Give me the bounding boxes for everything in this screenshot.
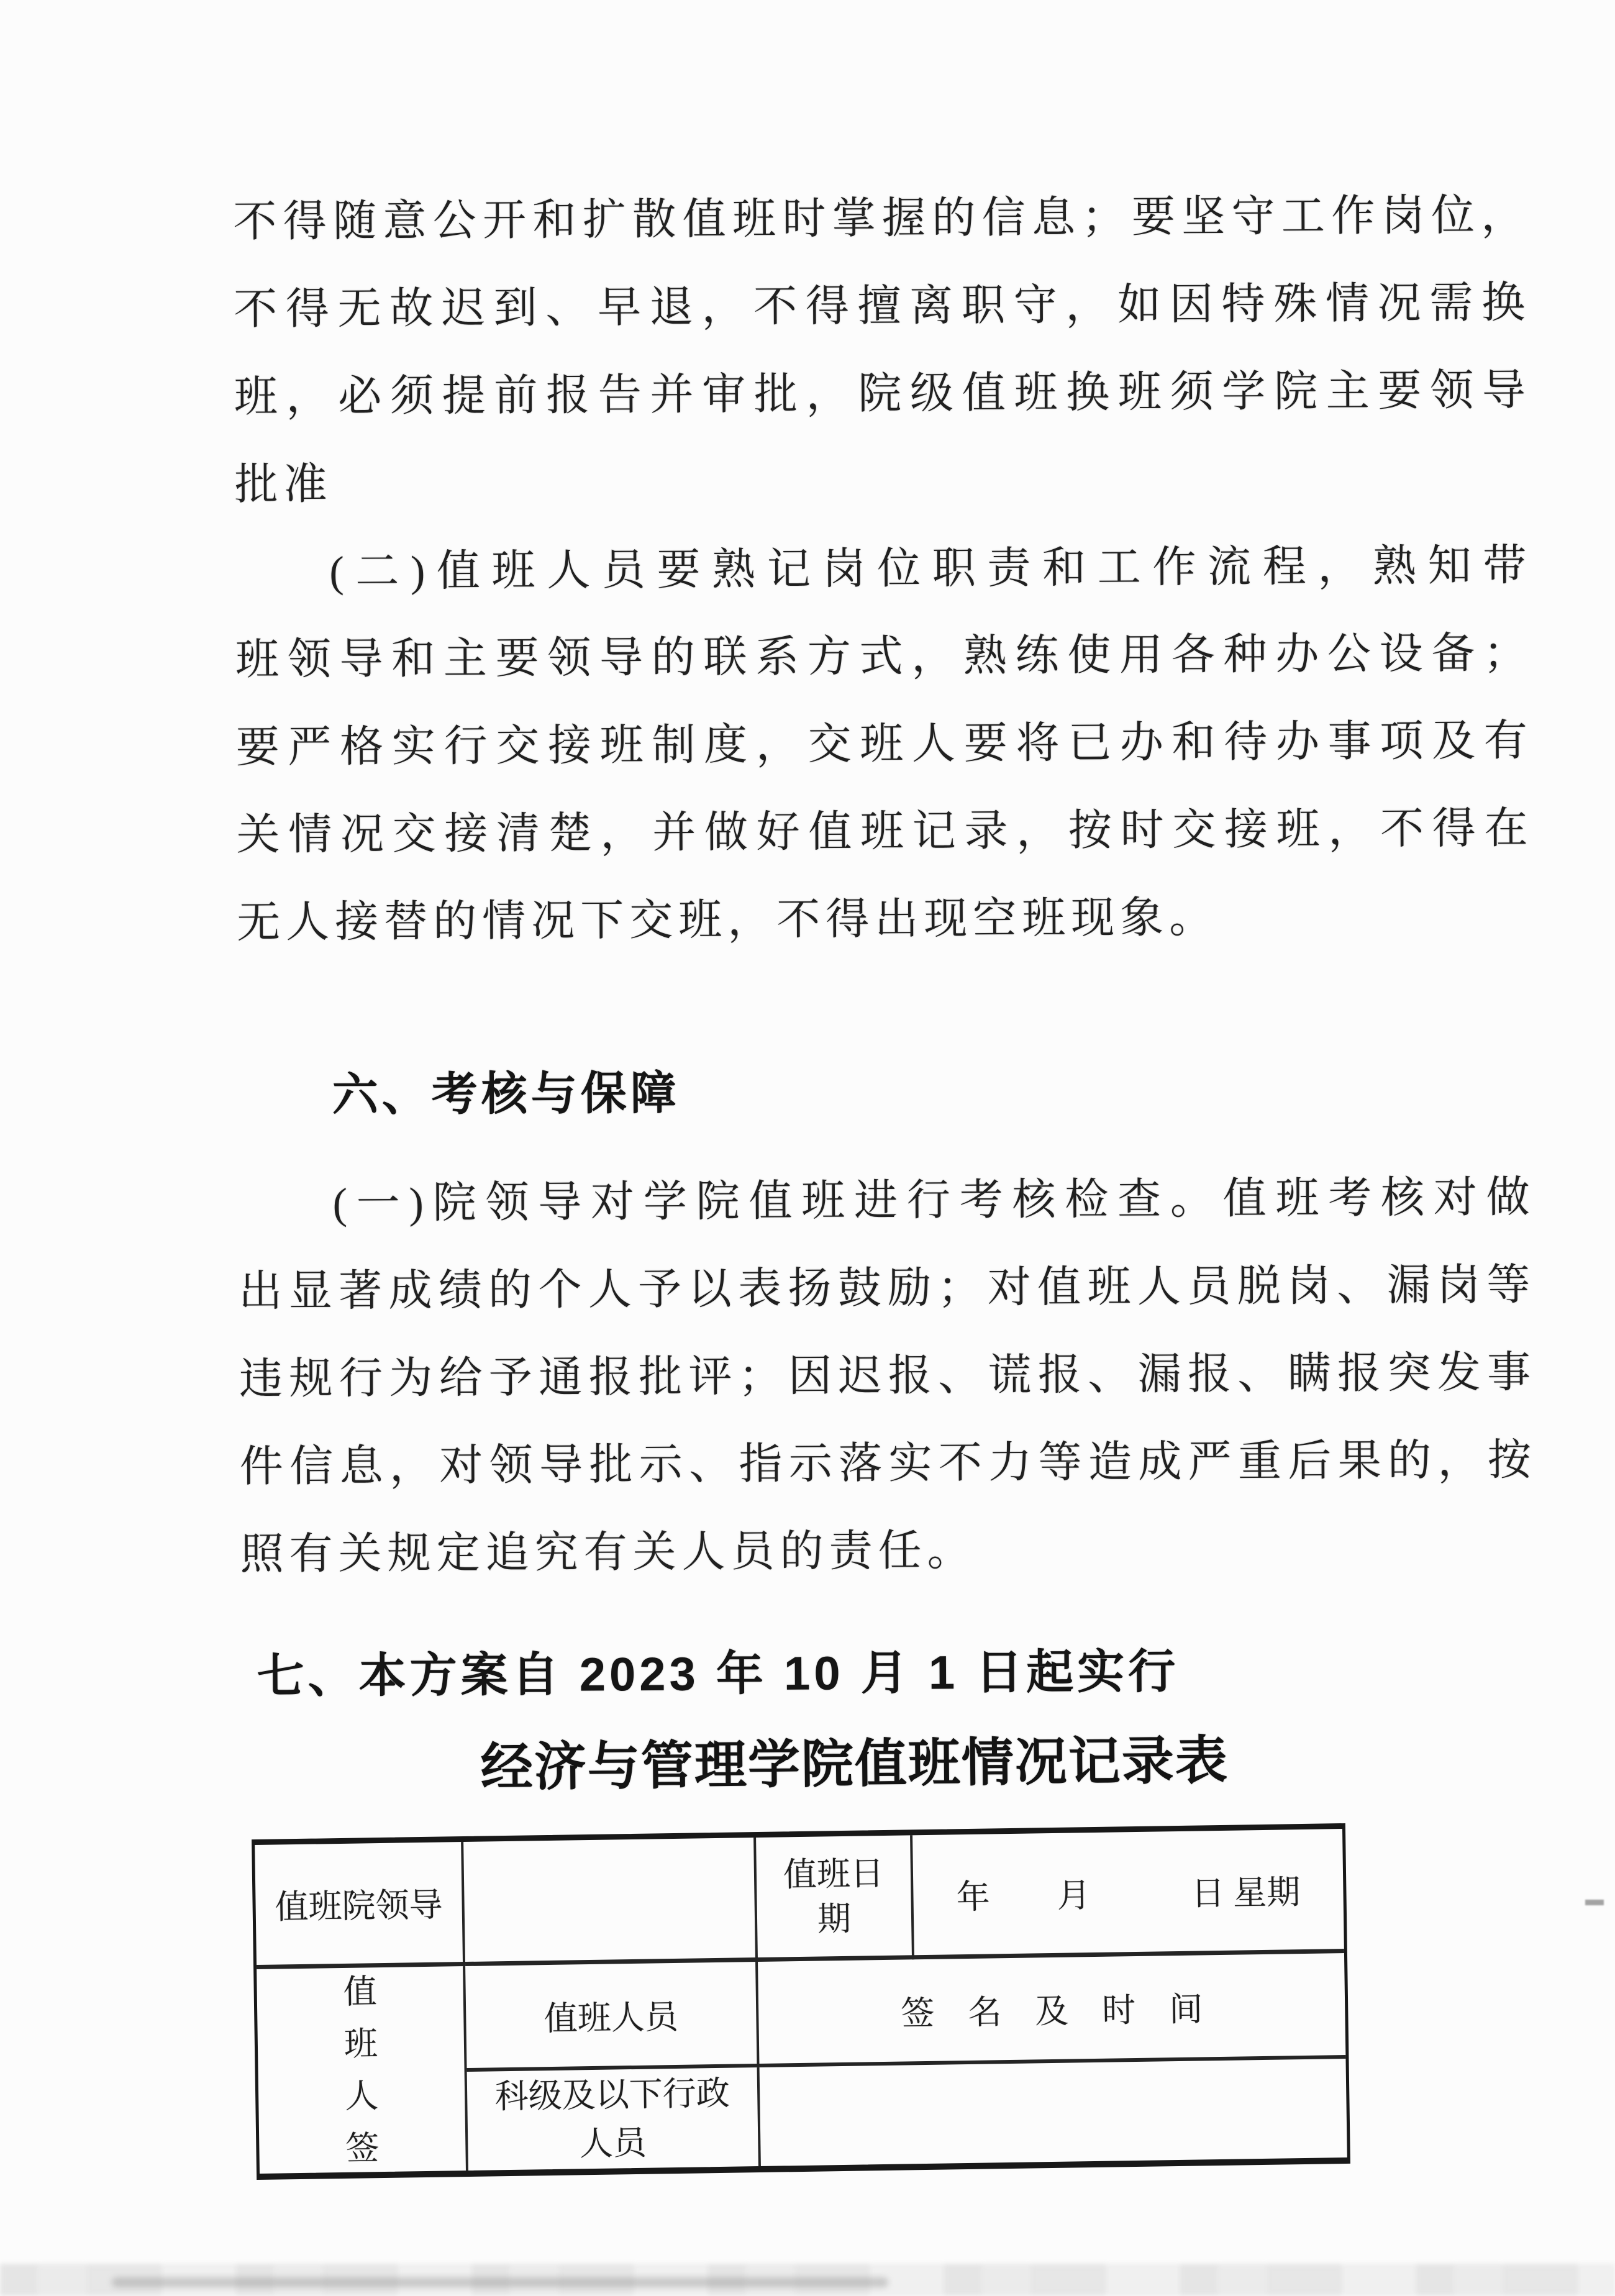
body-line: 照有关规定追究有关人员的责任。 <box>240 1527 976 1579</box>
date-placeholder-text: 年 月 日 星期 <box>956 1874 1301 1916</box>
body-line: 不得无故迟到、早退，不得擅离职守，如因特殊情况需换 <box>233 279 1529 334</box>
duty-signer-label: 值班人签 <box>343 1972 380 2167</box>
duty-staff-label: 值班人员 <box>544 1998 679 2038</box>
cell-duty-signer-label <box>257 1966 468 2174</box>
body-line: 要严格实行交接班制度，交班人要将已办和待办事项及有 <box>235 717 1531 772</box>
cell-admin-staff-label <box>467 2067 761 2171</box>
cell-duty-leader-label <box>255 1842 465 1969</box>
cell-duty-date-label <box>756 1835 914 1962</box>
body-line: 出显著成绩的个人予以表扬鼓励；对值班人员脱岗、漏岗等 <box>239 1261 1534 1316</box>
body-line: 批准 <box>234 460 333 509</box>
cell-admin-staff-value-blank <box>760 2059 1347 2166</box>
cell-duty-leader-value-blank <box>463 1838 758 1966</box>
body-line: 班领导和主要领导的联系方式，熟练使用各种办公设备； <box>235 629 1531 685</box>
body-line: (一)院领导对学院值班进行考核检查。值班考核对做 <box>332 1173 1534 1228</box>
body-line: 违规行为给予通报批评；因迟报、谎报、漏报、瞒报突发事 <box>239 1349 1535 1404</box>
duty-leader-label: 值班院领导 <box>275 1886 444 1926</box>
sign-time-label: 签 名 及 时 间 <box>900 1990 1203 2033</box>
section-heading-effective-date: 七、本方案自 2023 年 10 月 1 日起实行 <box>257 1645 1180 1703</box>
cell-duty-staff-label <box>465 1962 759 2072</box>
duty-record-table <box>252 1823 1350 2180</box>
cell-sign-time-label <box>758 1953 1345 2067</box>
section-heading-assessment: 六、考核与保障 <box>332 1067 680 1121</box>
document-body <box>233 172 1537 1805</box>
body-line: (二)值班人员要熟记岗位职责和工作流程，熟知带 <box>329 542 1531 596</box>
duty-date-label: 值班日期 <box>783 1854 885 1938</box>
scan-smudge <box>112 2277 888 2287</box>
admin-staff-label: 科级及以下行政人员 <box>494 2074 730 2162</box>
body-line: 不得随意公开和扩散值班时掌握的信息；要坚守工作岗位， <box>233 191 1529 247</box>
record-table-title: 经济与管理学院值班情况记录表 <box>480 1731 1229 1797</box>
cell-date-blanks <box>912 1829 1344 1959</box>
body-line: 件信息，对领导批示、指示落实不力等造成严重后果的，按 <box>239 1436 1535 1492</box>
body-line: 关情况交接清楚，并做好值班记录，按时交接班，不得在 <box>236 804 1532 860</box>
scan-speck <box>1585 1900 1604 1905</box>
body-line: 无人接替的情况下交班，不得出现空班现象。 <box>237 894 1219 947</box>
body-line: 班，必须提前报告并审批，院级值班换班须学院主要领导 <box>234 367 1530 422</box>
